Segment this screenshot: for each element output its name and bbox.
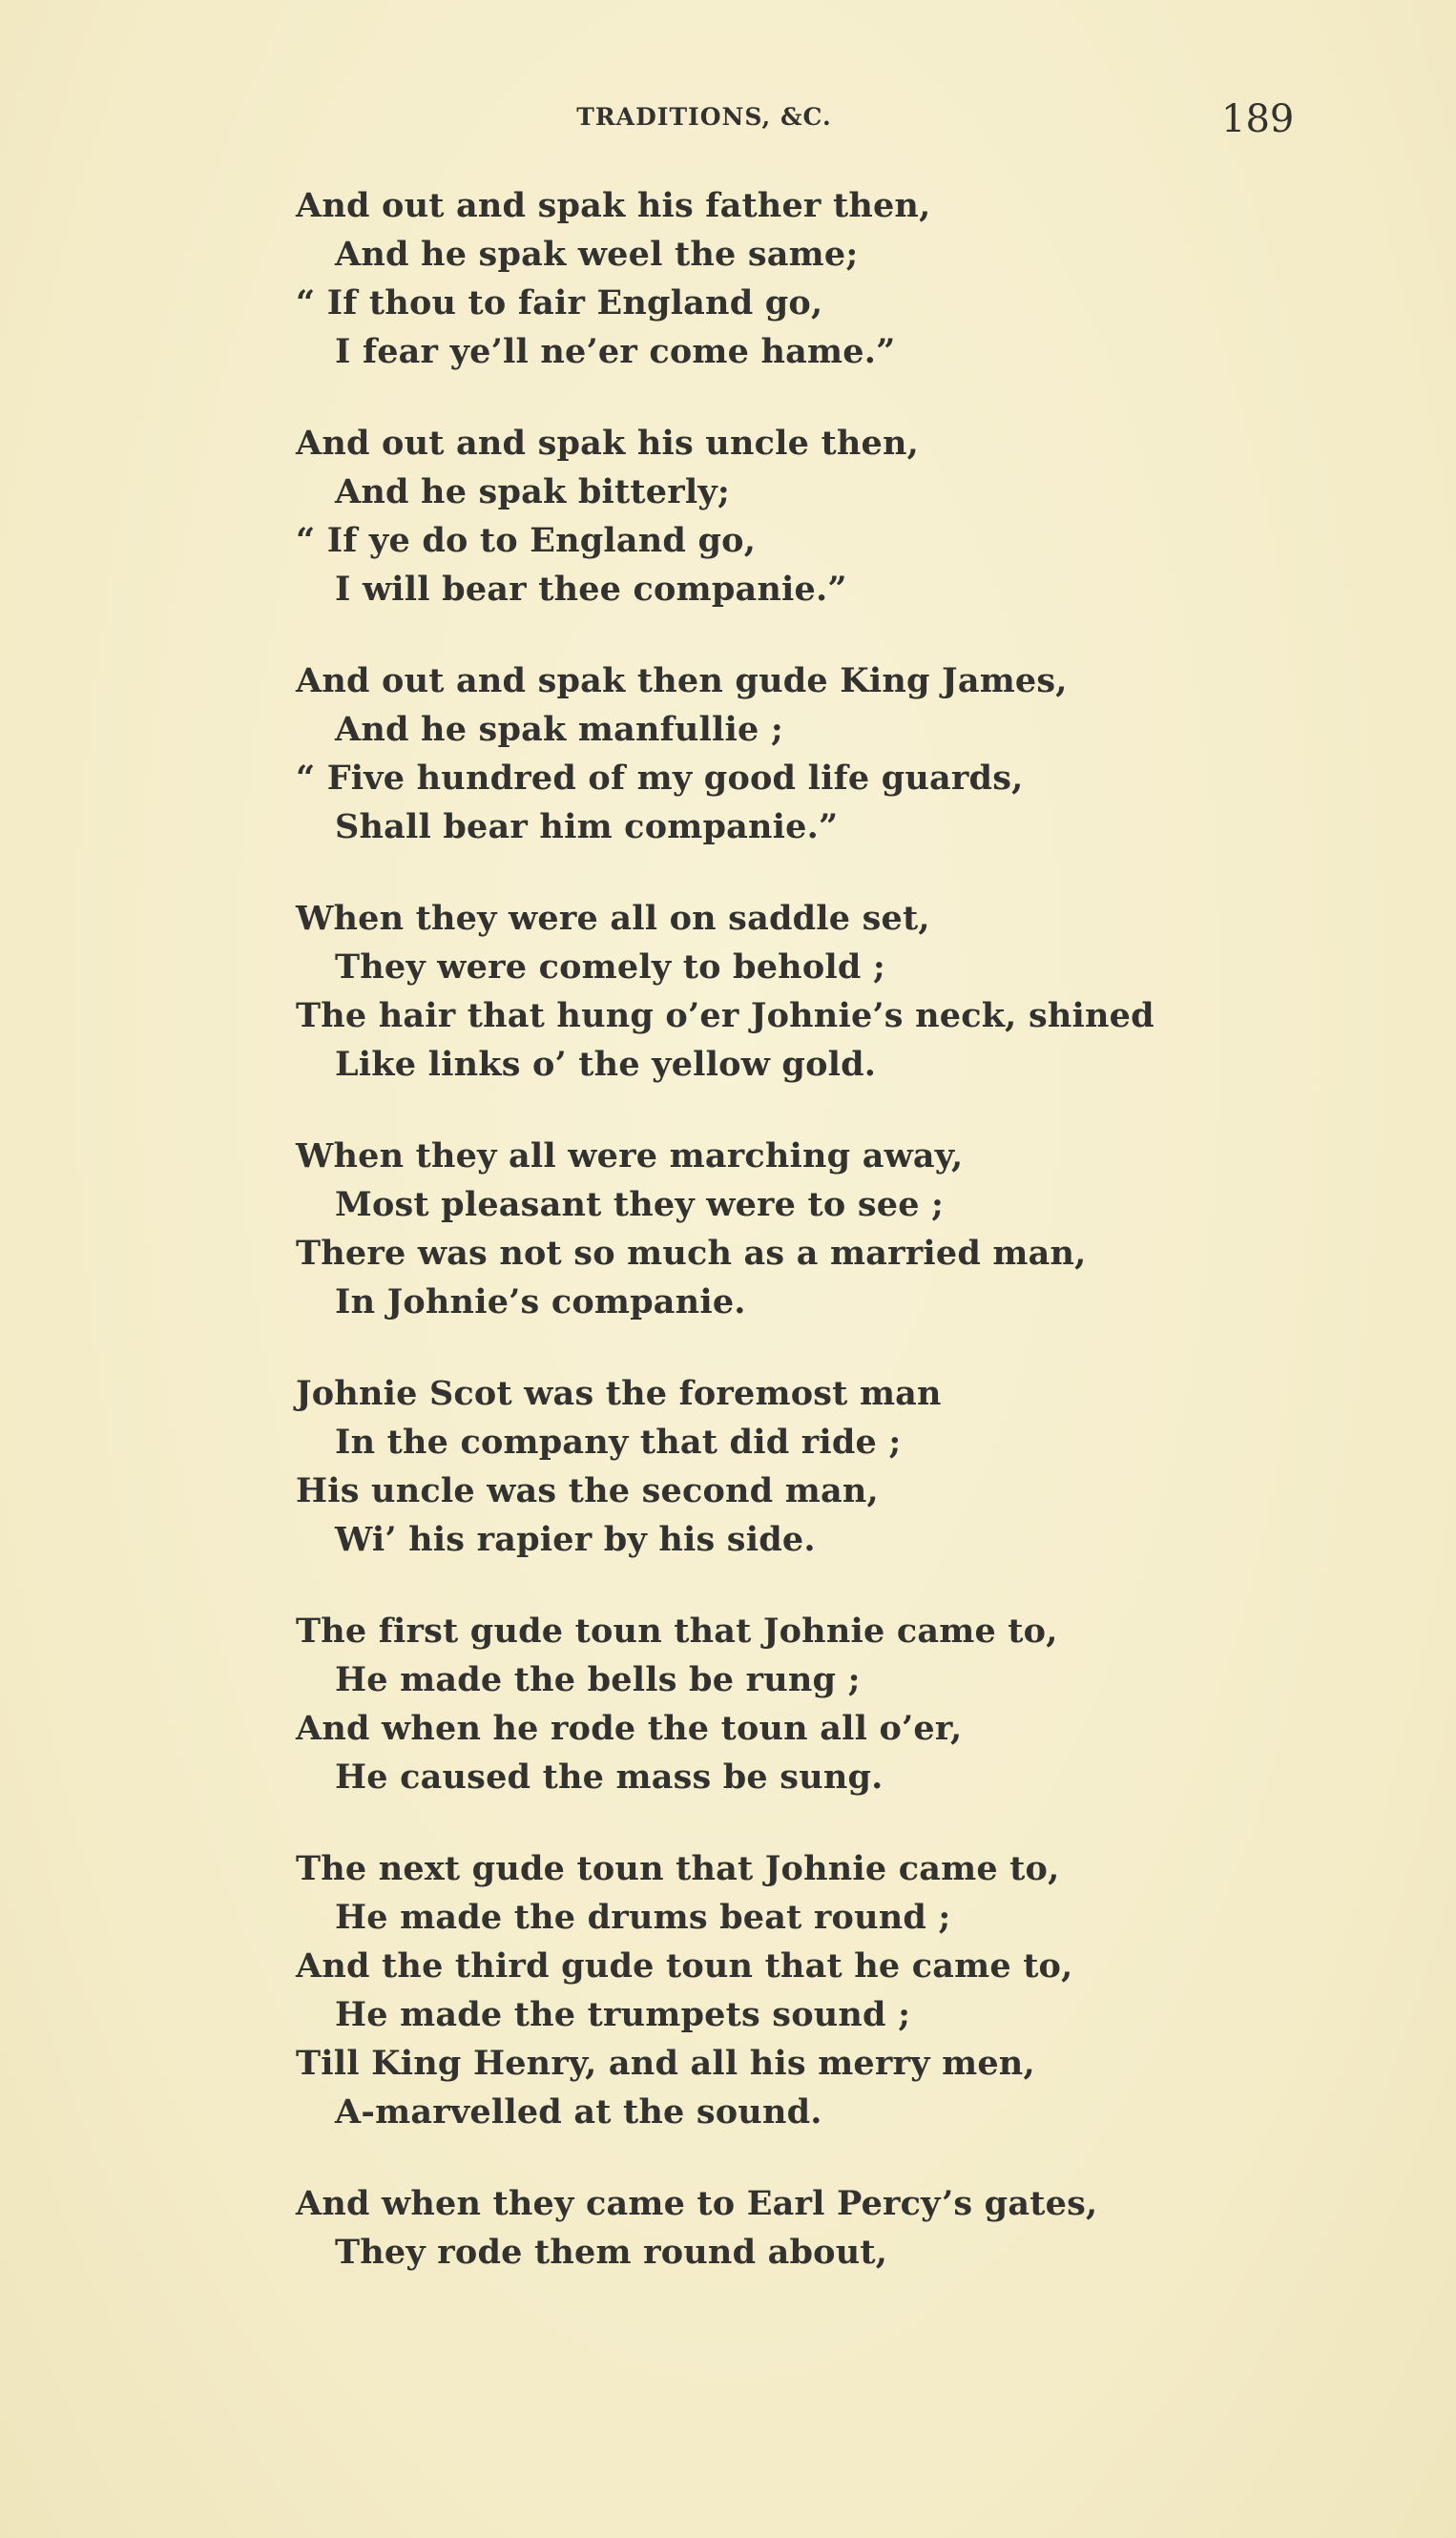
verse-line: I fear ye’ll ne’er come hame.” (335, 332, 896, 371)
verse-line: Most pleasant they were to see ; (335, 1185, 945, 1224)
verse-line: Wi’ his rapier by his side. (335, 1520, 816, 1559)
page-number: 189 (1221, 97, 1295, 141)
stanza (296, 656, 1393, 851)
poem-body (296, 181, 1393, 2320)
verse-line: He made the bells be rung ; (335, 1660, 861, 1699)
verse-line: “ Five hundred of my good life guards, (296, 759, 1024, 798)
verse-line: I will bear thee companie.” (335, 570, 847, 609)
verse-line: And out and spak his uncle then, (296, 424, 919, 463)
stanza (296, 1132, 1393, 1326)
verse-line: When they all were marching away, (296, 1136, 964, 1175)
stanza (296, 1369, 1393, 1564)
verse-line: And the third gude toun that he came to, (296, 1946, 1073, 1986)
verse-line: There was not so much as a married man, (296, 1234, 1087, 1273)
verse-line: The first gude toun that Johnie came to, (296, 1612, 1058, 1651)
verse-line: Johnie Scot was the foremost man (296, 1374, 942, 1413)
verse-line: And when he rode the toun all o’er, (296, 1709, 963, 1748)
verse-line: He caused the mass be sung. (335, 1758, 884, 1797)
verse-line: “ If ye do to England go, (296, 521, 757, 560)
verse-line: And when they came to Earl Percy’s gates, (296, 2184, 1098, 2223)
verse-line: In the company that did ride ; (335, 1423, 902, 1462)
verse-line: And he spak manfullie ; (335, 710, 783, 749)
stanza (296, 894, 1393, 1089)
verse-line: The next gude toun that Johnie came to, (296, 1849, 1060, 1888)
verse-line: “ If thou to fair England go, (296, 283, 823, 322)
verse-line: Shall bear him companie.” (335, 807, 839, 846)
stanza (296, 1844, 1393, 2136)
verse-line: They were comely to behold ; (335, 947, 886, 987)
verse-line: Till King Henry, and all his merry men, (296, 2044, 1035, 2083)
stanza (296, 2179, 1393, 2277)
stanza (296, 181, 1393, 376)
verse-line: And out and spak his father then, (296, 186, 931, 225)
verse-line: He made the drums beat round ; (335, 1898, 951, 1937)
verse-line: The hair that hung o’er Johnie’s neck, shined (296, 996, 1154, 1035)
stanza (296, 419, 1393, 614)
verse-line: Like links o’ the yellow gold. (335, 1045, 877, 1084)
verse-line: His uncle was the second man, (296, 1471, 879, 1510)
stanza (296, 1607, 1393, 1801)
running-head: TRADITIONS, &C. (576, 103, 832, 131)
verse-line: He made the trumpets sound ; (335, 1995, 911, 2034)
verse-line: And he spak bitterly; (335, 472, 731, 511)
verse-line: When they were all on saddle set, (296, 899, 930, 938)
verse-line: And he spak weel the same; (335, 235, 859, 274)
verse-line: They rode them round about, (335, 2233, 888, 2272)
verse-line: And out and spak then gude King James, (296, 661, 1068, 700)
verse-line: A-marvelled at the sound. (335, 2092, 822, 2132)
verse-line: In Johnie’s companie. (335, 1282, 746, 1321)
